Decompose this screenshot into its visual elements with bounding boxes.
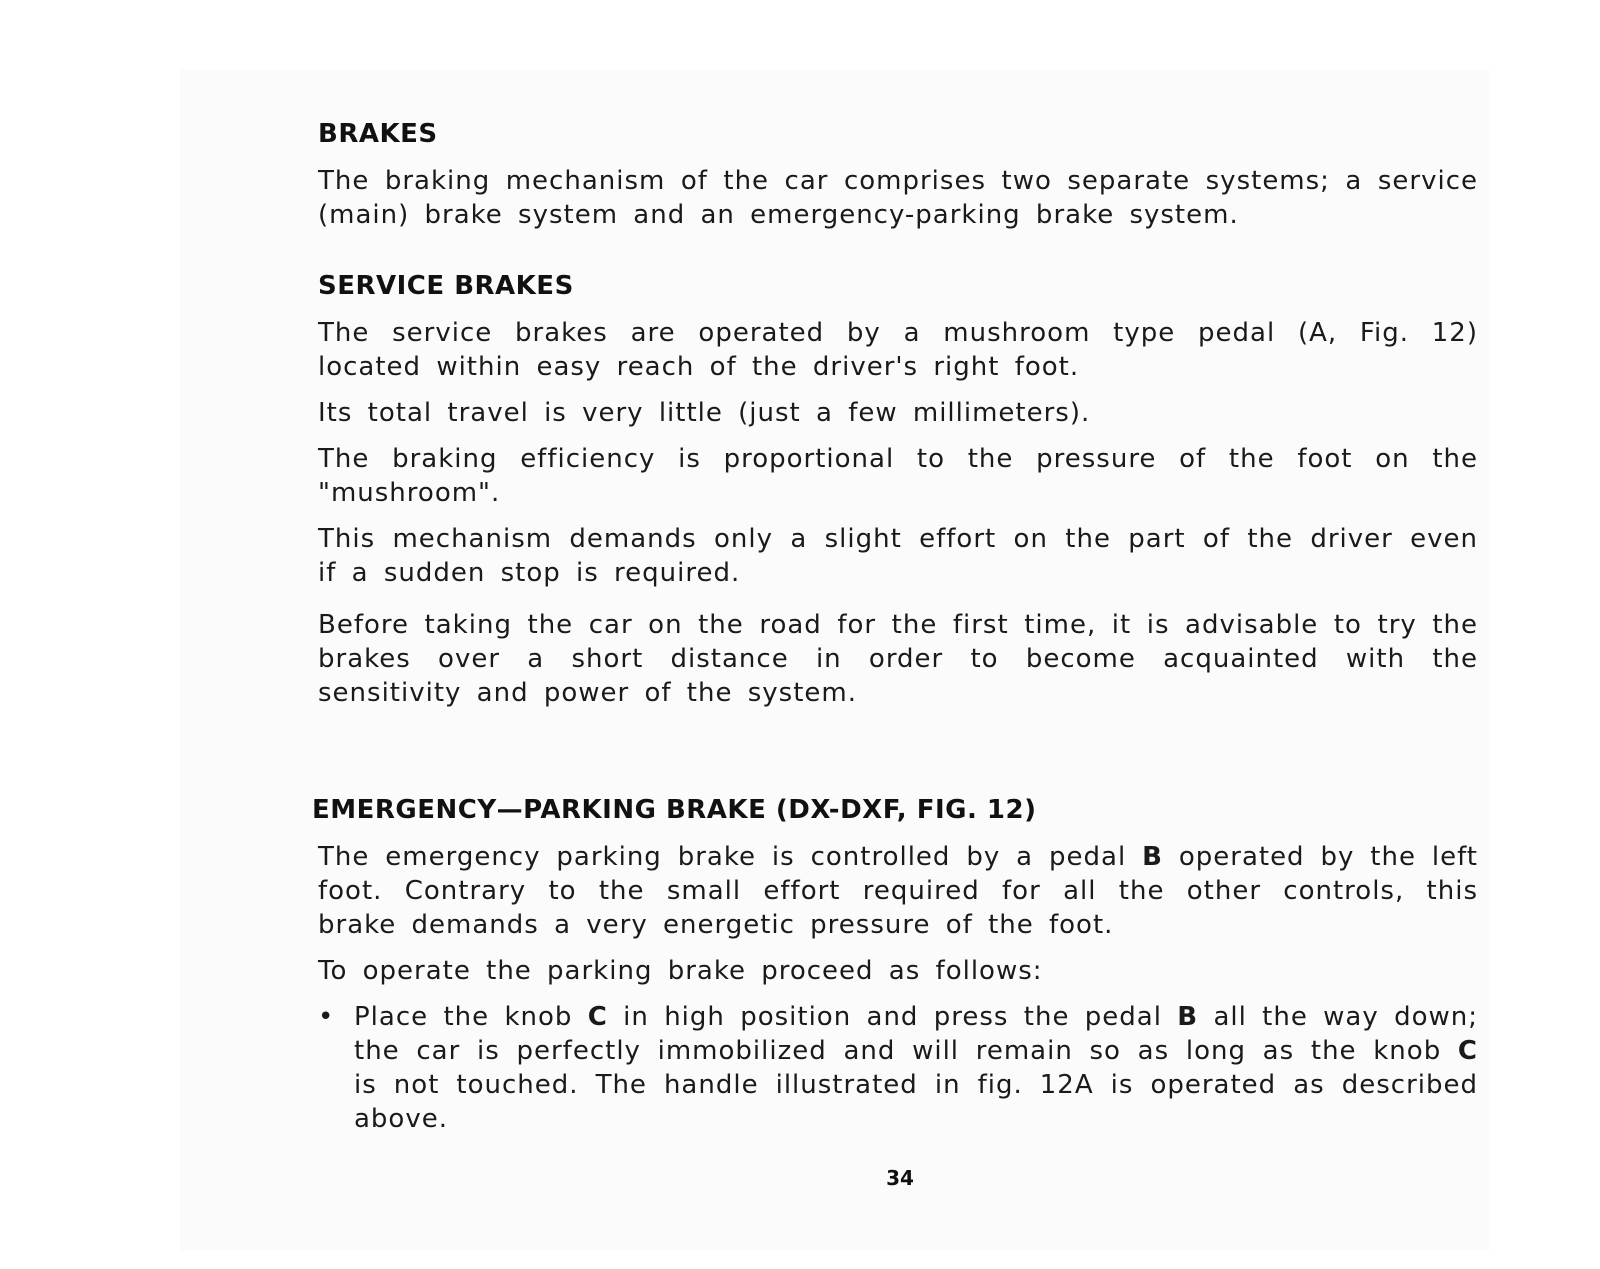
page-number: 34 [886,1166,914,1190]
knob-c-label: C [587,1002,608,1032]
page-content [312,118,1478,1136]
bullet-text-3: all the way down; the car is perfectly immobilized and will remain so as long as the knob [354,1002,1478,1066]
service-brakes-paragraph-4: This mechanism demands only a slight effort on the part of the driver even if a sudden stop is required. [318,524,1478,588]
service-brakes-heading: SERVICE BRAKES [318,271,574,301]
bullet-text-1: Place the knob [354,1002,588,1032]
service-brakes-paragraph-5: Before taking the car on the road for the first time, it is advisable to try the brakes over a short distance in order to become acquainted with the sensitivity and power of the system. [318,610,1478,708]
brakes-paragraph: The braking mechanism of the car comprises two separate systems; a service (main) brake system and an emergency-parking brake system. [318,166,1478,230]
emergency-paragraph-1 [318,840,1478,942]
section-spacer [318,710,1478,794]
service-brakes-paragraph-2: Its total travel is very little (just a few millimeters). [318,398,1091,428]
pedal-b-label-2: B [1177,1002,1199,1032]
service-brakes-paragraph-1: The service brakes are operated by a mushroom type pedal (A, Fig. 12) located within easy reach of the driver's right foot. [318,318,1478,382]
brakes-heading: BRAKES [318,119,438,149]
emergency-p1-text-after: operated by the left foot. Contrary to the small effort required for all the other controls, this brake demands a very energetic pressure of the foot. [318,842,1478,940]
pedal-b-label: B [1142,842,1163,872]
bullet-text-2: in high position and press the pedal [607,1002,1178,1032]
emergency-brake-heading: EMERGENCY—PARKING BRAKE (DX-DXF, FIG. 12) [312,795,1037,825]
bullet-text-4: is not touched. The handle illustrated in fig. 12A is operated as described above. [354,1070,1478,1134]
emergency-p1-text-before: The emergency parking brake is controlled by a pedal [318,842,1143,872]
procedure-bullet-item [318,1000,1478,1136]
emergency-paragraph-2: To operate the parking brake proceed as follows: [318,956,1043,986]
knob-c-label-2: C [1457,1036,1478,1066]
bullet-marker: • [318,1002,335,1032]
service-brakes-paragraph-3: The braking efficiency is proportional to the pressure of the foot on the "mushroom". [318,444,1478,508]
